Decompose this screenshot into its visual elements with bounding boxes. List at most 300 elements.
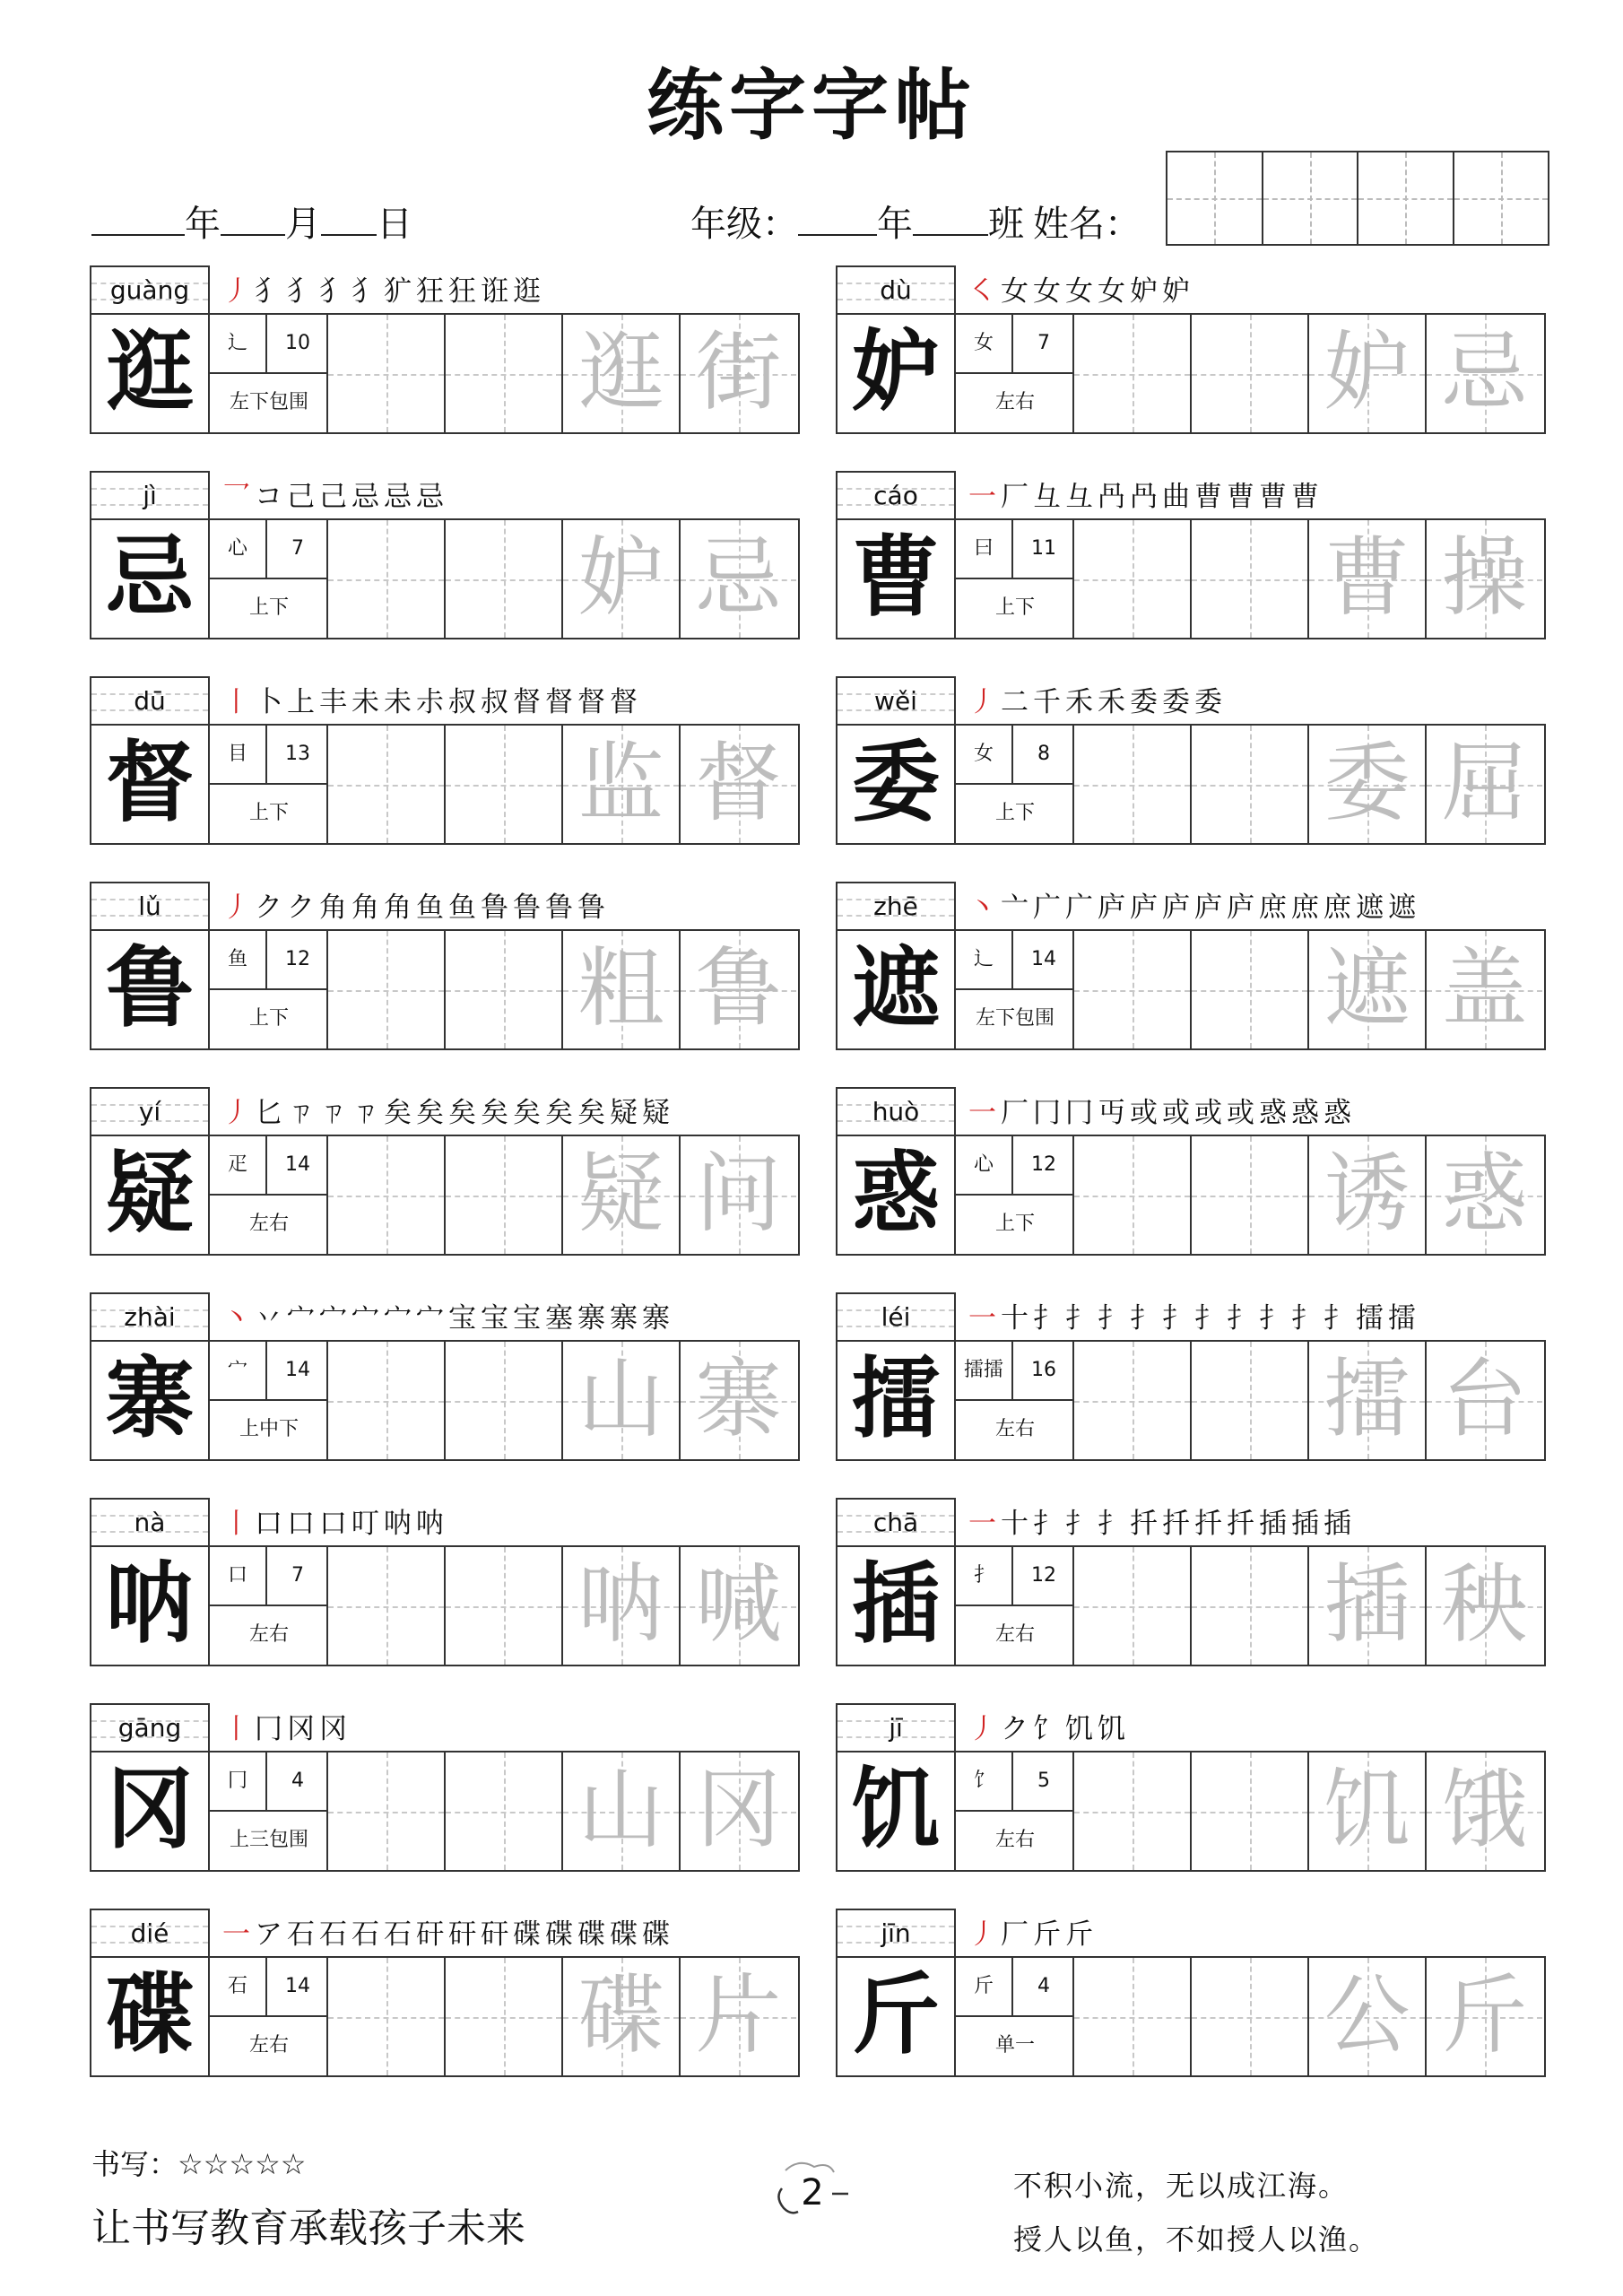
stroke-step: 一 (968, 1508, 1001, 1540)
tracing-character: 呐 (577, 1554, 664, 1655)
stroke-step: 庐 (1194, 891, 1227, 924)
stroke-step: 忌 (352, 481, 384, 513)
structure: 上中下 (239, 1418, 299, 1440)
writing-grid (836, 1751, 1546, 1872)
writing-grid (90, 518, 800, 639)
stroke-step: 丿 (222, 891, 255, 924)
stroke-step: 角 (384, 891, 416, 924)
stroke-step: 女 (1065, 275, 1098, 308)
practice-cell[interactable] (1427, 931, 1542, 1048)
stroke-step: 矣 (577, 1097, 610, 1129)
stroke-step: 委 (1130, 686, 1162, 718)
pinyin: yí (138, 1097, 161, 1126)
pinyin: gāng (117, 1713, 182, 1743)
stroke-step: 丷 (255, 1302, 287, 1335)
radical: 女 (956, 726, 1013, 785)
practice-cell[interactable] (1427, 1752, 1542, 1870)
stroke-step: 冈 (319, 1713, 352, 1745)
stroke-step: 扌 (1227, 1302, 1259, 1335)
stroke-step: 一 (968, 1097, 1001, 1129)
stroke-step: 扌 (1033, 1508, 1065, 1540)
stroke-step: 宝 (513, 1302, 545, 1335)
practice-card (836, 1292, 1546, 1461)
stroke-step: 角 (352, 891, 384, 924)
stroke-step: 宀 (416, 1302, 448, 1335)
practice-cell[interactable] (1309, 520, 1427, 638)
stroke-order (968, 1703, 1542, 1752)
model-character: 鲁 (91, 931, 210, 1048)
practice-cell[interactable] (328, 1752, 446, 1870)
stroke-step: 冂 (1065, 1097, 1098, 1129)
stroke-step: 塞 (545, 1302, 577, 1335)
stroke-count: 14 (267, 1342, 328, 1401)
stroke-step: 庐 (1098, 891, 1130, 924)
stroke-count: 12 (1013, 1136, 1074, 1196)
stroke-step: 督 (545, 686, 577, 718)
practice-cell[interactable] (1427, 315, 1542, 432)
pinyin-box (90, 1909, 210, 1958)
stroke-step: 亠 (1001, 891, 1033, 924)
stroke-step: 或 (1130, 1097, 1162, 1129)
practice-cell[interactable] (563, 315, 681, 432)
practice-cell[interactable] (681, 1547, 796, 1665)
practice-card (836, 1909, 1546, 2077)
pinyin: guàng (109, 275, 190, 305)
stroke-step: 委 (1194, 686, 1227, 718)
practice-cell[interactable] (1192, 1752, 1309, 1870)
structure: 左下包围 (229, 391, 308, 413)
practice-cell[interactable] (1427, 1958, 1542, 2075)
model-character: 遮 (838, 931, 956, 1048)
model-character: 插 (838, 1547, 956, 1665)
practice-cell[interactable] (328, 931, 446, 1048)
practice-cell[interactable] (1427, 1342, 1542, 1459)
practice-cell[interactable] (1074, 1136, 1192, 1254)
practice-cell[interactable] (1192, 315, 1309, 432)
practice-cell[interactable] (1427, 1136, 1542, 1254)
structure: 左右 (248, 1623, 289, 1646)
tracing-character: 寨 (695, 1349, 782, 1449)
stroke-step: 冈 (287, 1713, 319, 1745)
tracing-character: 公 (1324, 1965, 1410, 2066)
stroke-step: 丿 (222, 275, 255, 308)
stroke-step: 禾 (1098, 686, 1130, 718)
slogan: 让书写教育承载孩子未来 (91, 2205, 525, 2251)
stroke-step: 冎 (1098, 481, 1130, 513)
writing-grid (836, 1135, 1546, 1256)
stroke-count: 14 (267, 1136, 328, 1196)
pinyin: léi (881, 1302, 911, 1332)
radical: 心 (210, 520, 267, 579)
practice-cell[interactable] (681, 1342, 796, 1459)
character-info (956, 931, 1074, 1048)
practice-cell[interactable] (681, 1136, 796, 1254)
month-blank[interactable] (221, 202, 285, 236)
stroke-order (968, 471, 1542, 520)
tracing-character: 鲁 (695, 938, 782, 1039)
tracing-character: 逛 (577, 322, 664, 422)
stroke-step: ク (287, 891, 319, 924)
page-title: 练字字帖 (647, 61, 976, 151)
stroke-count: 14 (1013, 931, 1074, 990)
character-info (210, 1136, 328, 1254)
structure: 左右 (994, 1418, 1035, 1440)
practice-card (90, 265, 800, 434)
practice-cell[interactable] (1309, 315, 1427, 432)
stroke-step: 丨 (222, 1508, 255, 1540)
practice-cell[interactable] (1309, 726, 1427, 843)
stroke-step: 冂 (255, 1713, 287, 1745)
stroke-step: 上 (287, 686, 319, 718)
practice-cell[interactable] (328, 520, 446, 638)
stroke-step: 丿 (968, 686, 1001, 718)
structure: 上下 (994, 596, 1035, 619)
stroke-step: 女 (1001, 275, 1033, 308)
stroke-step: 逛 (513, 275, 545, 308)
tracing-character: 街 (695, 322, 782, 422)
pinyin: jì (143, 481, 157, 510)
radical: 宀 (210, 1342, 267, 1401)
stroke-step: 督 (577, 686, 610, 718)
practice-cell[interactable] (1309, 1752, 1427, 1870)
structure: 上下 (994, 1213, 1035, 1235)
practice-cell[interactable] (328, 1958, 446, 2075)
practice-cell[interactable] (1074, 1958, 1192, 2075)
practice-cell[interactable] (1192, 726, 1309, 843)
practice-cell[interactable] (1309, 931, 1427, 1048)
practice-cell[interactable] (563, 1547, 681, 1665)
practice-cell[interactable] (328, 1342, 446, 1459)
structure: 上下 (248, 1007, 289, 1030)
writing-grid (90, 1751, 800, 1872)
practice-cell[interactable] (563, 1342, 681, 1459)
character-info (956, 315, 1074, 432)
practice-cell[interactable] (1192, 520, 1309, 638)
pinyin: dù (880, 275, 912, 305)
writing-grid (836, 518, 1546, 639)
practice-cell[interactable] (563, 1752, 681, 1870)
practice-cell[interactable] (1074, 931, 1192, 1048)
pinyin: jī (889, 1713, 903, 1743)
practice-cell[interactable] (328, 315, 446, 432)
stroke-step: 丨 (222, 1713, 255, 1745)
tracing-character: 斤 (1441, 1965, 1528, 2066)
pinyin-box (90, 1498, 210, 1547)
year-blank[interactable] (91, 202, 185, 236)
practice-cell[interactable] (1074, 1342, 1192, 1459)
structure: 左右 (994, 391, 1035, 413)
character-info (956, 1958, 1074, 2075)
practice-cell[interactable] (681, 726, 796, 843)
stroke-step: 诳 (481, 275, 513, 308)
stroke-step: 己 (319, 481, 352, 513)
stroke-order (222, 1498, 796, 1547)
stroke-step: 疑 (642, 1097, 674, 1129)
writing-grid (836, 1956, 1546, 2077)
stroke-step: 饥 (1098, 1713, 1130, 1745)
practice-cell[interactable] (1074, 520, 1192, 638)
stroke-count: 10 (267, 315, 328, 374)
grade-year-label: 年 (877, 204, 913, 245)
stroke-step: 广 (1033, 891, 1065, 924)
stroke-order (968, 882, 1542, 931)
pinyin: cáo (873, 481, 918, 510)
pinyin-box (836, 1292, 956, 1342)
stroke-step: コ (255, 481, 287, 513)
student-info-line (690, 196, 1141, 247)
stroke-step: 扌 (1130, 1302, 1162, 1335)
pinyin: chā (872, 1508, 919, 1537)
name-cell[interactable] (1358, 152, 1454, 244)
pinyin: nà (134, 1508, 166, 1537)
stroke-step: 犭 (319, 275, 352, 308)
practice-cell[interactable] (446, 520, 563, 638)
stroke-step: 二 (1001, 686, 1033, 718)
quote-line-1: 不积小流，无以成江海。 (1013, 2169, 1350, 2203)
practice-cell[interactable] (1309, 1342, 1427, 1459)
stroke-step: 未 (352, 686, 384, 718)
practice-cell[interactable] (328, 1547, 446, 1665)
stroke-step: ㄗ (319, 1097, 352, 1129)
stroke-step: 丿 (968, 1713, 1001, 1745)
stroke-step: 彑 (1033, 481, 1065, 513)
stroke-step: 扌 (1033, 1302, 1065, 1335)
practice-cell[interactable] (446, 1752, 563, 1870)
stroke-step: 丶 (222, 1302, 255, 1335)
practice-cell[interactable] (446, 1342, 563, 1459)
stroke-step: 或 (1194, 1097, 1227, 1129)
tracing-character: 诱 (1324, 1144, 1410, 1244)
tracing-character: 秧 (1441, 1554, 1528, 1655)
stroke-order (968, 1909, 1542, 1958)
pinyin-box (90, 676, 210, 726)
tracing-character: 疑 (577, 1144, 664, 1244)
stroke-step: 己 (287, 481, 319, 513)
stroke-step: 扌 (1065, 1508, 1098, 1540)
stroke-count: 4 (267, 1752, 328, 1812)
stroke-step: 未 (384, 686, 416, 718)
radical: 心 (956, 1136, 1013, 1196)
practice-cell[interactable] (446, 315, 563, 432)
stroke-step: ク (1001, 1713, 1033, 1745)
practice-card (836, 471, 1546, 639)
name-cell[interactable] (1263, 152, 1359, 244)
stroke-step: 犭 (255, 275, 287, 308)
radical: 女 (956, 315, 1013, 374)
tracing-character: 忌 (695, 527, 782, 628)
name-cell[interactable] (1167, 152, 1263, 244)
structure: 左右 (248, 2034, 289, 2057)
stroke-step: 庶 (1259, 891, 1291, 924)
stroke-step: 曹 (1259, 481, 1291, 513)
radical: 冂 (210, 1752, 267, 1812)
practice-cell[interactable] (681, 1752, 796, 1870)
pinyin: zhē (873, 891, 918, 921)
pinyin: wěi (874, 686, 917, 716)
practice-cell[interactable] (563, 1958, 681, 2075)
practice-cell[interactable] (1074, 1547, 1192, 1665)
character-info (210, 1547, 328, 1665)
stroke-step: ク (255, 891, 287, 924)
stroke-order (222, 1909, 796, 1958)
stroke-step: 厂 (1001, 481, 1033, 513)
quote-line-2: 授人以鱼，不如授人以渔。 (1013, 2222, 1380, 2257)
stroke-step: 呐 (416, 1508, 448, 1540)
tracing-character: 遮 (1324, 938, 1410, 1039)
stroke-step: 扦 (1194, 1508, 1227, 1540)
tracing-character: 妒 (577, 527, 664, 628)
stroke-order (968, 1087, 1542, 1136)
stroke-step: 插 (1259, 1508, 1291, 1540)
stroke-step: 矸 (448, 1918, 481, 1951)
name-writing-grid[interactable] (1166, 151, 1549, 246)
stroke-order (968, 265, 1542, 315)
month-label: 月 (285, 204, 321, 245)
pinyin-box (836, 882, 956, 931)
practice-cell[interactable] (446, 1136, 563, 1254)
tracing-character: 片 (695, 1965, 782, 2066)
stroke-step: 曲 (1162, 481, 1194, 513)
practice-cell[interactable] (1427, 726, 1542, 843)
stroke-count: 16 (1013, 1342, 1074, 1401)
practice-cell[interactable] (1192, 1958, 1309, 2075)
practice-cell[interactable] (1427, 520, 1542, 638)
stroke-step: 扌 (1098, 1508, 1130, 1540)
practice-cell[interactable] (681, 1958, 796, 2075)
stroke-step: 或 (1162, 1097, 1194, 1129)
grade-blank[interactable] (798, 202, 877, 236)
name-cell[interactable] (1454, 152, 1549, 244)
tracing-character: 妒 (1324, 322, 1410, 422)
practice-card (90, 1703, 800, 1872)
practice-cell[interactable] (446, 1958, 563, 2075)
stroke-step: 宝 (481, 1302, 513, 1335)
practice-cell[interactable] (681, 520, 796, 638)
practice-cell[interactable] (563, 1136, 681, 1254)
stroke-step: 犭 (287, 275, 319, 308)
practice-cell[interactable] (328, 1136, 446, 1254)
stroke-step: 遮 (1356, 891, 1388, 924)
practice-cell[interactable] (1074, 1752, 1192, 1870)
radical: 擂擂 (956, 1342, 1013, 1401)
practice-cell[interactable] (563, 931, 681, 1048)
practice-cell[interactable] (681, 315, 796, 432)
practice-card (90, 471, 800, 639)
practice-cell[interactable] (563, 726, 681, 843)
character-info (210, 1958, 328, 2075)
model-character: 寨 (91, 1342, 210, 1459)
practice-cell[interactable] (446, 726, 563, 843)
stroke-step: 庐 (1227, 891, 1259, 924)
stroke-step: 扌 (1065, 1302, 1098, 1335)
tracing-character: 饿 (1441, 1760, 1528, 1860)
stroke-order (222, 471, 796, 520)
stroke-step: 宀 (287, 1302, 319, 1335)
stroke-step: ㄗ (287, 1097, 319, 1129)
stroke-step: 扌 (1162, 1302, 1194, 1335)
stroke-step: 惑 (1324, 1097, 1356, 1129)
practice-cell[interactable] (1192, 931, 1309, 1048)
tracing-character: 饥 (1324, 1760, 1410, 1860)
stroke-step: 或 (1227, 1097, 1259, 1129)
pinyin-box (836, 676, 956, 726)
practice-cell[interactable] (681, 931, 796, 1048)
stroke-step: 曹 (1227, 481, 1259, 513)
practice-cell[interactable] (1192, 1342, 1309, 1459)
stroke-step: 鱼 (416, 891, 448, 924)
stroke-step: 石 (319, 1918, 352, 1951)
tracing-character: 碟 (577, 1965, 664, 2066)
stroke-count: 4 (1013, 1958, 1074, 2017)
stroke-step: 厂 (1001, 1918, 1033, 1951)
character-info (956, 1752, 1074, 1870)
stroke-step: 石 (287, 1918, 319, 1951)
stroke-step: 女 (1033, 275, 1065, 308)
practice-cell[interactable] (1192, 1547, 1309, 1665)
stroke-step: 插 (1324, 1508, 1356, 1540)
stroke-step: 角 (319, 891, 352, 924)
practice-cell[interactable] (446, 1547, 563, 1665)
practice-cell[interactable] (1427, 1547, 1542, 1665)
practice-cell[interactable] (563, 520, 681, 638)
stroke-step: 叮 (352, 1508, 384, 1540)
practice-cell[interactable] (1309, 1136, 1427, 1254)
stroke-step: 矸 (416, 1918, 448, 1951)
tracing-character: 监 (577, 733, 664, 833)
practice-card (836, 882, 1546, 1050)
stroke-order (222, 676, 796, 726)
stroke-step: 石 (384, 1918, 416, 1951)
practice-cell[interactable] (446, 931, 563, 1048)
stroke-step: 尗 (416, 686, 448, 718)
practice-cell[interactable] (1074, 726, 1192, 843)
practice-cell[interactable] (1192, 1136, 1309, 1254)
model-character: 碟 (91, 1958, 210, 2075)
pinyin-box (90, 471, 210, 520)
stroke-step: 丨 (222, 686, 255, 718)
stroke-count: 8 (1013, 726, 1074, 785)
stroke-step: 矣 (481, 1097, 513, 1129)
stroke-step: 矣 (448, 1097, 481, 1129)
practice-cell[interactable] (1074, 315, 1192, 432)
stroke-order (222, 265, 796, 315)
practice-cell[interactable] (1309, 1547, 1427, 1665)
model-character: 擂 (838, 1342, 956, 1459)
practice-cell[interactable] (1309, 1958, 1427, 2075)
practice-cell[interactable] (328, 726, 446, 843)
stroke-step: 碟 (513, 1918, 545, 1951)
stroke-step: 遮 (1388, 891, 1420, 924)
radical: 饣 (956, 1752, 1013, 1812)
stroke-step: 碟 (642, 1918, 674, 1951)
stroke-step: 一 (968, 481, 1001, 513)
stroke-step: 妒 (1130, 275, 1162, 308)
writing-grid (90, 313, 800, 434)
stroke-step: ㇛ (968, 275, 1001, 308)
character-info (210, 1342, 328, 1459)
pinyin-box (836, 471, 956, 520)
stroke-step: 扦 (1130, 1508, 1162, 1540)
pinyin-box (836, 1498, 956, 1547)
tracing-character: 惑 (1441, 1144, 1528, 1244)
class-blank[interactable] (913, 202, 988, 236)
model-character: 逛 (91, 315, 210, 432)
stroke-step: 匕 (255, 1097, 287, 1129)
stroke-step: 曹 (1291, 481, 1324, 513)
stroke-step: 扌 (1098, 1302, 1130, 1335)
stroke-step: 寨 (642, 1302, 674, 1335)
day-blank[interactable] (321, 202, 377, 236)
